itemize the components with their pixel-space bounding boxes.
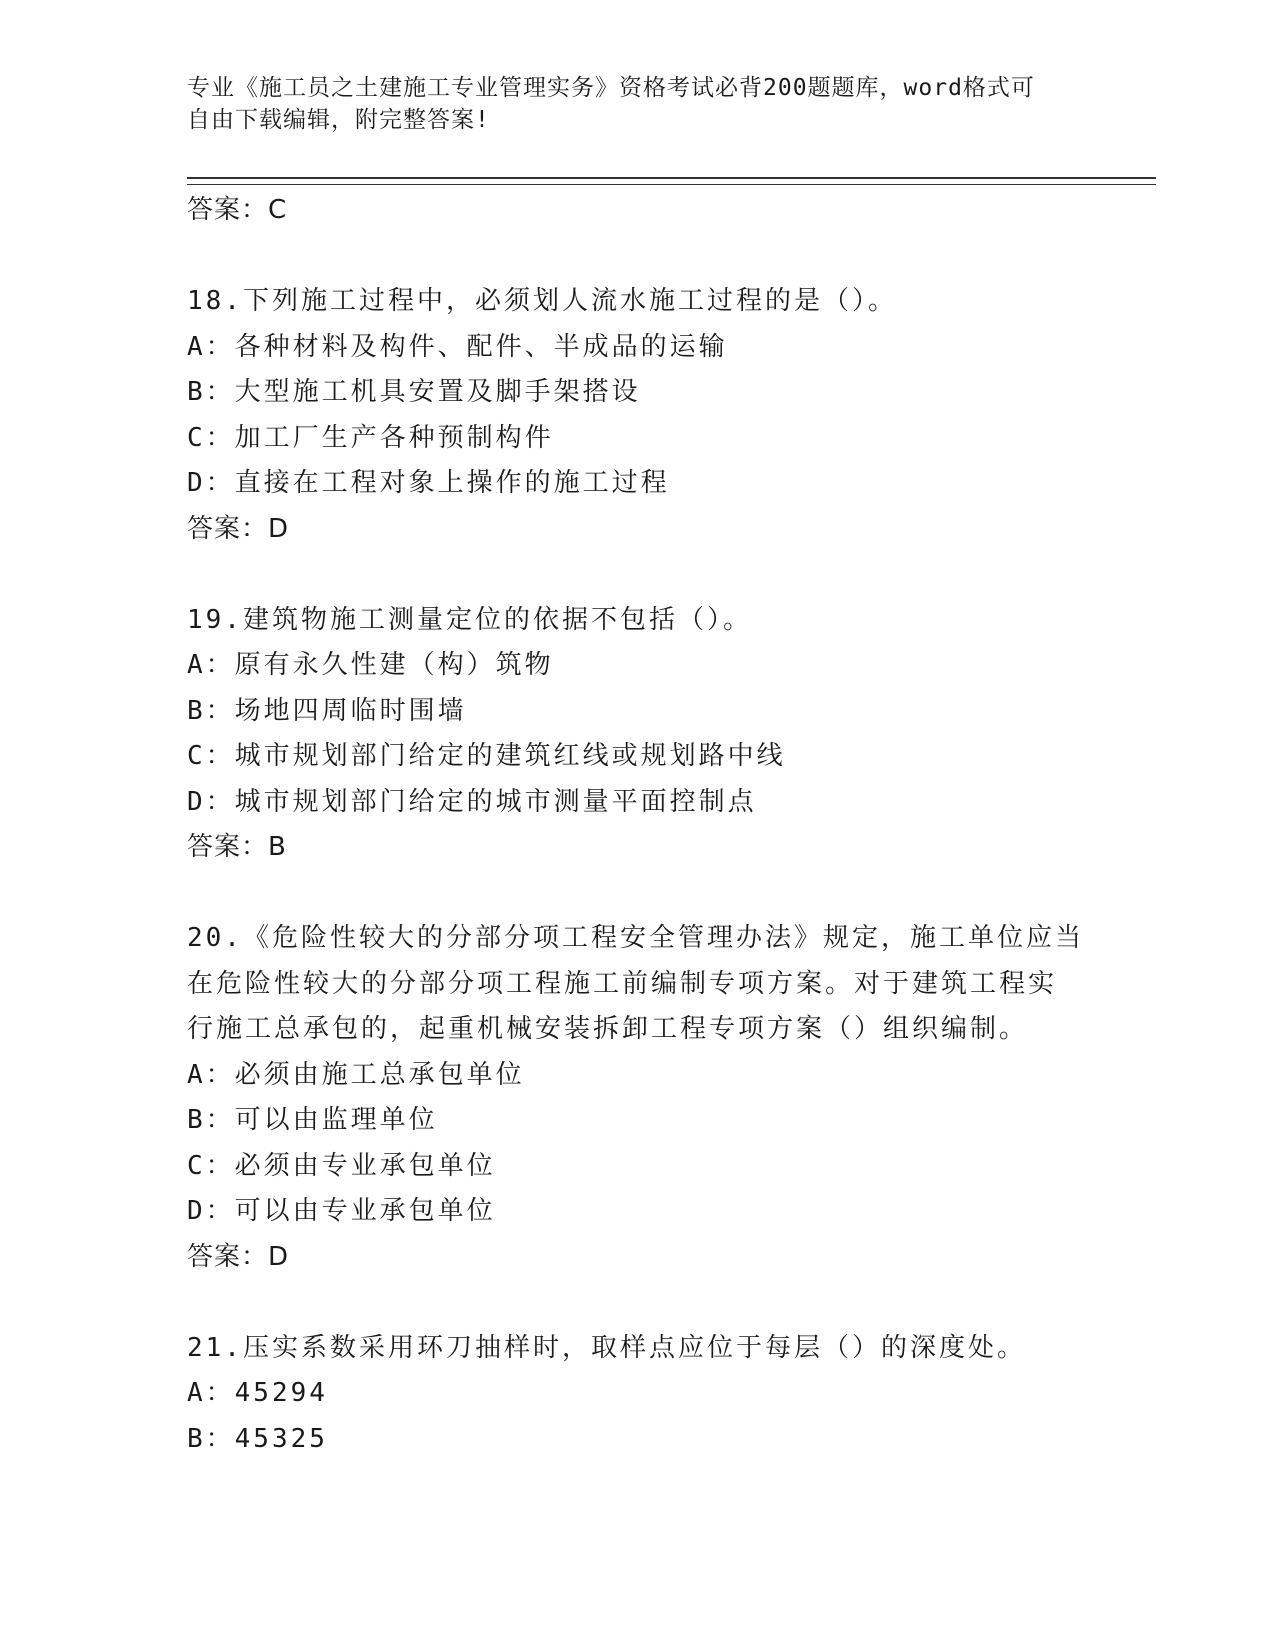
- answer: 答案：B: [187, 832, 287, 862]
- option-b: B：场地四周临时围墙: [187, 695, 467, 726]
- question-stem: 21.压实系数采用环刀抽样时，取样点应位于每层（）的深度处。: [187, 1332, 1026, 1363]
- option-b: B：大型施工机具安置及脚手架搭设: [187, 377, 641, 407]
- answer: 答案：D: [187, 1241, 290, 1272]
- question-19: [187, 598, 1087, 871]
- header-divider: [187, 177, 1156, 185]
- option-d: D：可以由专业承包单位: [187, 1196, 496, 1226]
- question-21: [187, 1326, 1087, 1463]
- answer-17: 答案：C: [187, 195, 288, 225]
- question-stem-line-2: 在危险性较大的分部分项工程施工前编制专项方案。对于建筑工程实: [187, 968, 1058, 999]
- option-d: D：城市规划部门给定的城市测量平面控制点: [187, 786, 757, 817]
- header-title-line-2: 自由下载编辑，附完整答案!: [187, 107, 490, 133]
- option-a: A：各种材料及构件、配件、半成品的运输: [187, 331, 728, 362]
- answer: 答案：D: [187, 513, 290, 544]
- option-c: C：城市规划部门给定的建筑红线或规划路中线: [187, 741, 786, 771]
- question-18: [187, 279, 1087, 552]
- question-stem-line-3: 行施工总承包的，起重机械安装拆卸工程专项方案（）组织编制。: [187, 1014, 1029, 1044]
- option-c: C：加工厂生产各种预制构件: [187, 422, 554, 453]
- option-b: B：可以由监理单位: [187, 1105, 438, 1135]
- option-a: A：必须由施工总承包单位: [187, 1059, 525, 1090]
- option-d: D：直接在工程对象上操作的施工过程: [187, 468, 670, 498]
- question-stem: 18.下列施工过程中，必须划人流水施工过程的是（）。: [187, 286, 897, 316]
- option-c: C：必须由专业承包单位: [187, 1150, 496, 1181]
- spacer: [187, 1280, 1087, 1326]
- option-a: A：原有永久性建（构）筑物: [187, 650, 554, 680]
- header-title-line-1: 专业《施工员之土建施工专业管理实务》资格考试必背200题题库，word格式可: [187, 75, 1035, 101]
- option-a: A：45294: [187, 1378, 328, 1408]
- spacer: [187, 552, 1087, 598]
- spacer: [187, 871, 1087, 917]
- question-stem-line-1: 20.《危险性较大的分部分项工程安全管理办法》规定，施工单位应当: [187, 923, 1084, 953]
- document-header: [187, 72, 1067, 136]
- option-b: B：45325: [187, 1423, 328, 1454]
- question-20: [187, 916, 1087, 1280]
- question-stem: 19.建筑物施工测量定位的依据不包括（）。: [187, 604, 752, 635]
- spacer: [187, 234, 1087, 280]
- question-list: [187, 188, 1087, 1462]
